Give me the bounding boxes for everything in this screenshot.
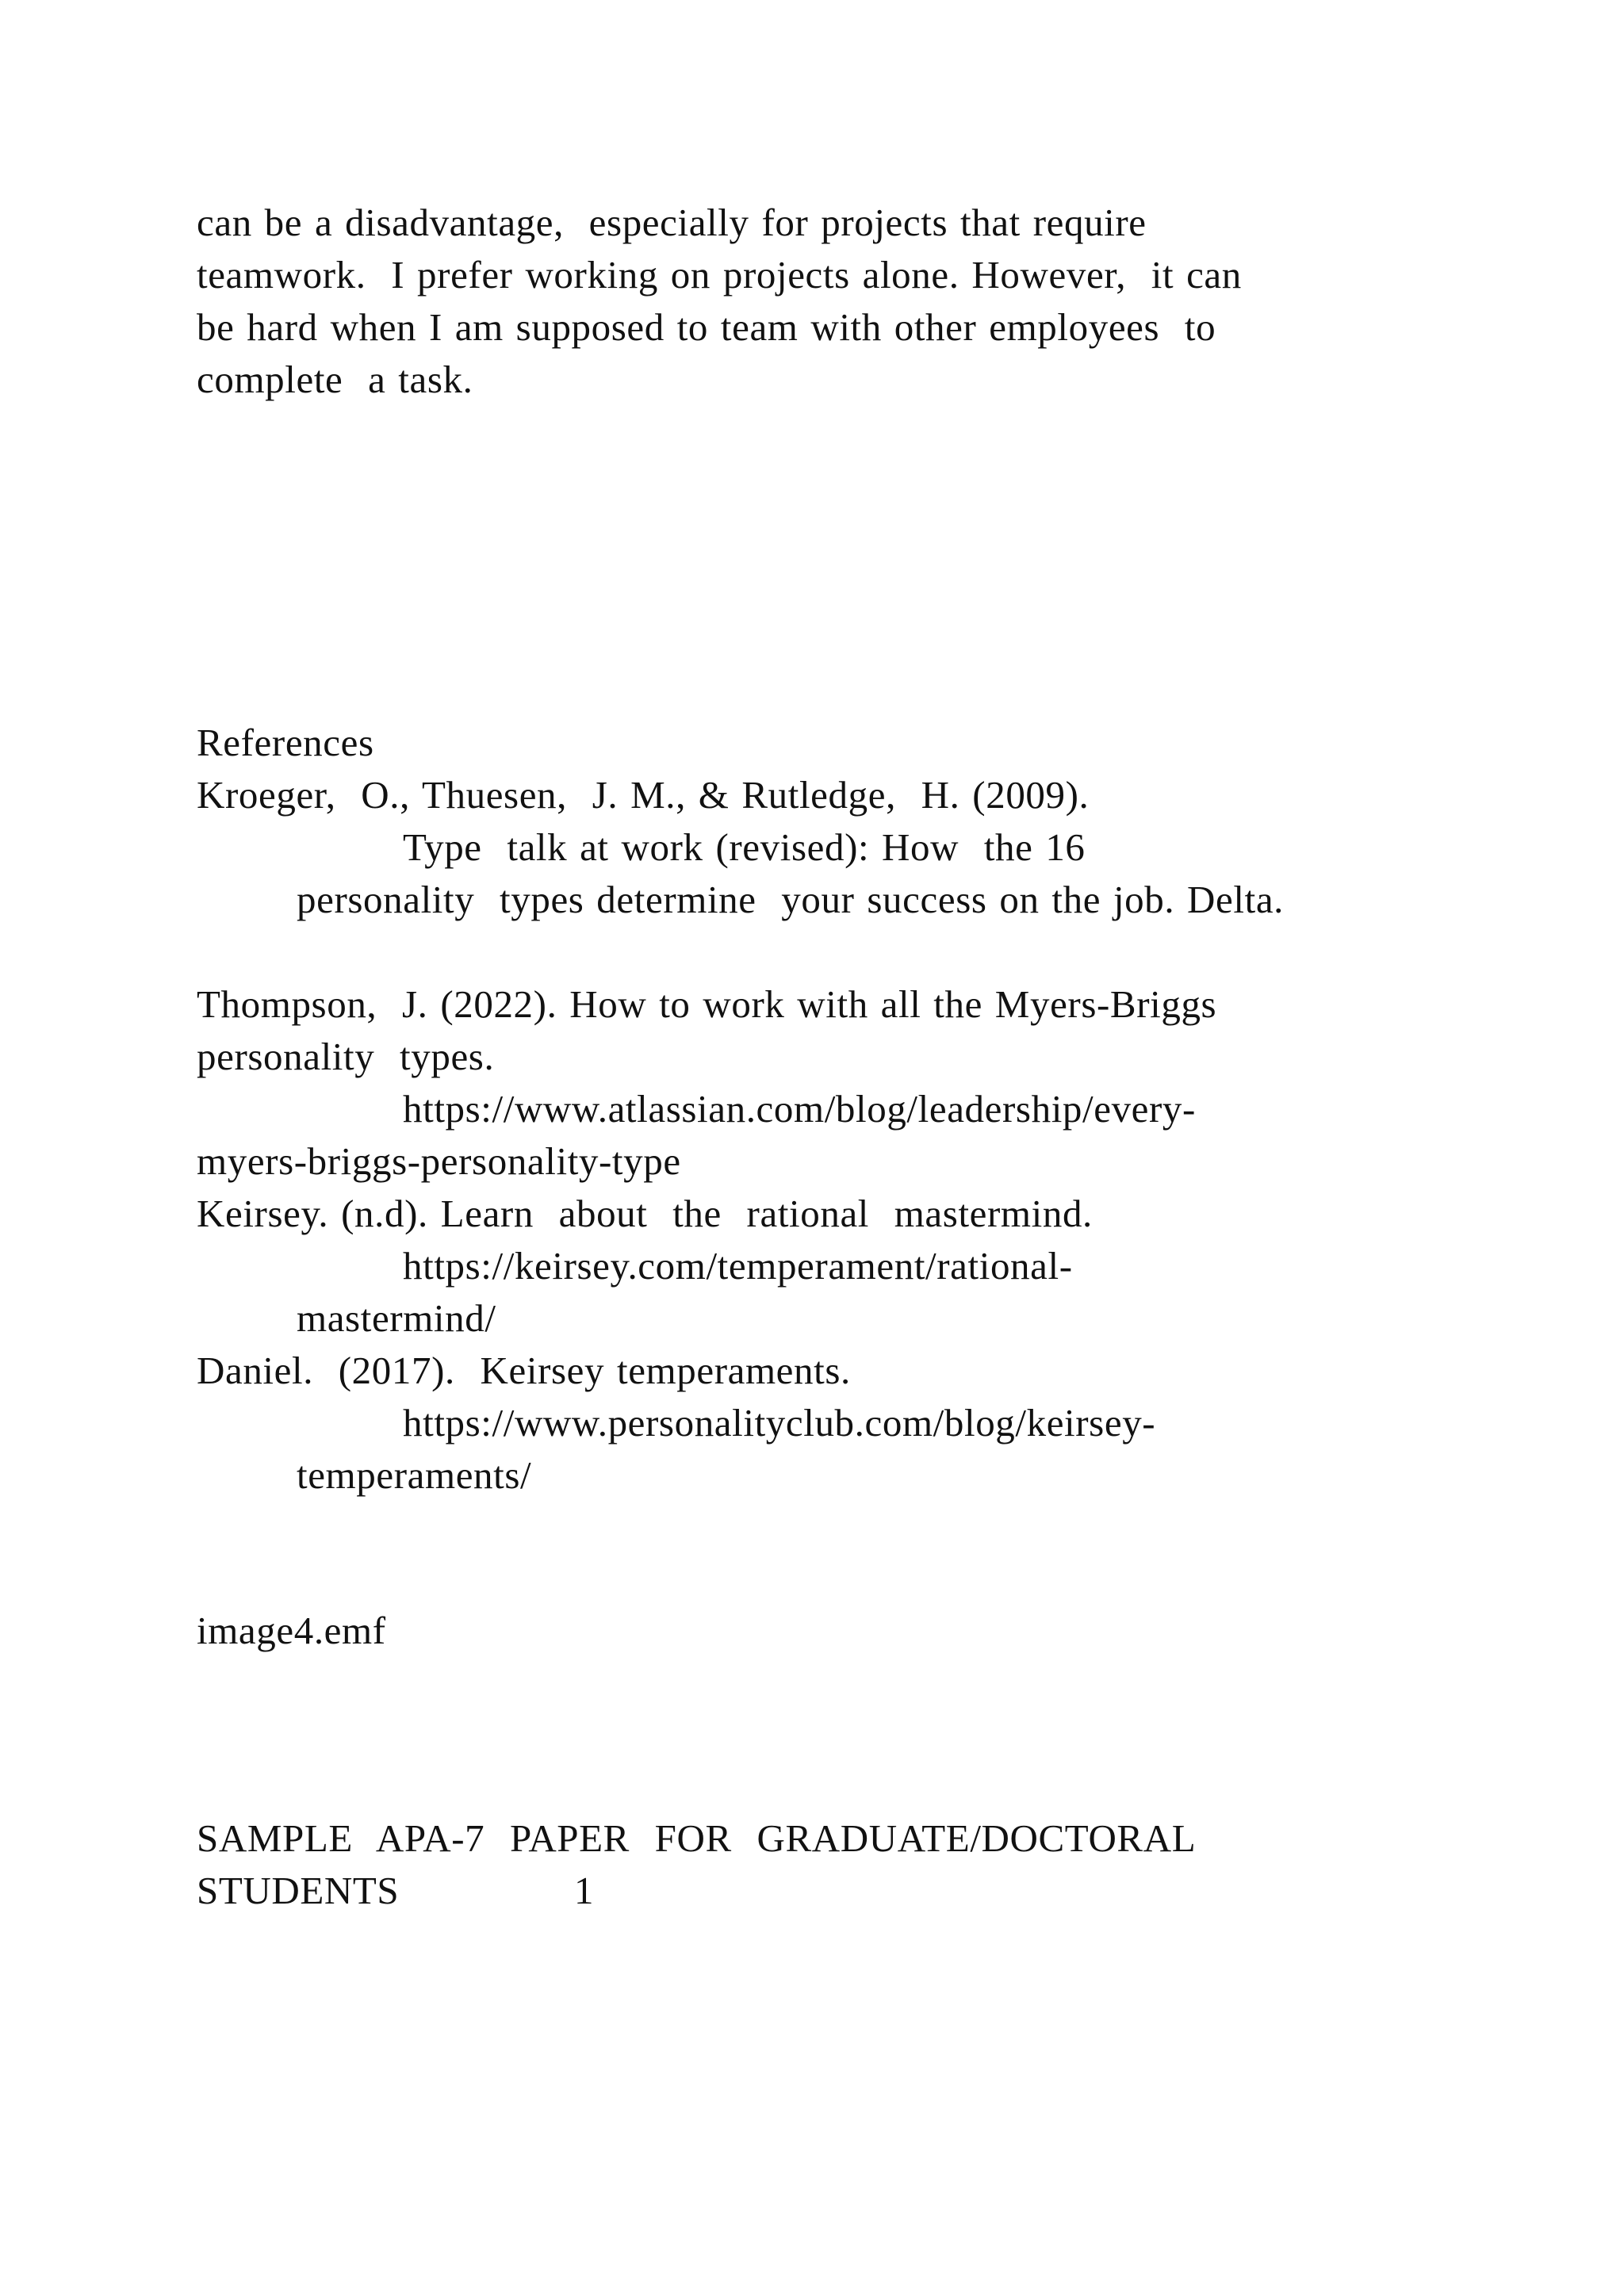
- paragraph-line: be hard when I am supposed to team with other employees to: [197, 305, 1216, 349]
- paragraph-line: complete a task.: [197, 358, 473, 401]
- reference-url: mastermind/: [297, 1296, 496, 1340]
- running-head: SAMPLE APA-7 PAPER FOR GRADUATE/DOCTORAL: [197, 1816, 1197, 1860]
- reference-line: personality types determine your success on the job. Delta.: [297, 878, 1285, 921]
- reference-url: https://www.atlassian.com/blog/leadership/every-: [403, 1087, 1196, 1131]
- paragraph-line: teamwork. I prefer working on projects alone. However, it can: [197, 253, 1242, 297]
- reference-line: Keirsey. (n.d). Learn about the rational mastermind.: [197, 1192, 1093, 1235]
- reference-line: Type talk at work (revised): How the 16: [403, 825, 1086, 869]
- reference-url: myers-briggs-personality-type: [197, 1139, 681, 1183]
- running-head-label: STUDENTS: [197, 1869, 400, 1912]
- reference-url: https://keirsey.com/temperament/rational-: [403, 1244, 1073, 1288]
- reference-url: https://www.personalityclub.com/blog/keirsey-: [403, 1401, 1156, 1445]
- paragraph-line: can be a disadvantage, especially for projects that require: [197, 201, 1147, 244]
- reference-line: personality types.: [197, 1035, 495, 1078]
- reference-line: Thompson, J. (2022). How to work with all the Myers-Briggs: [197, 982, 1217, 1026]
- reference-line: Daniel. (2017). Keirsey temperaments.: [197, 1349, 851, 1392]
- reference-line: Kroeger, O., Thuesen, J. M., & Rutledge, H. (2009).: [197, 773, 1090, 817]
- image-placeholder-label: image4.emf: [197, 1609, 386, 1652]
- reference-url: temperaments/: [297, 1453, 532, 1497]
- page-number: 1: [574, 1869, 595, 1912]
- references-heading: References: [197, 721, 374, 764]
